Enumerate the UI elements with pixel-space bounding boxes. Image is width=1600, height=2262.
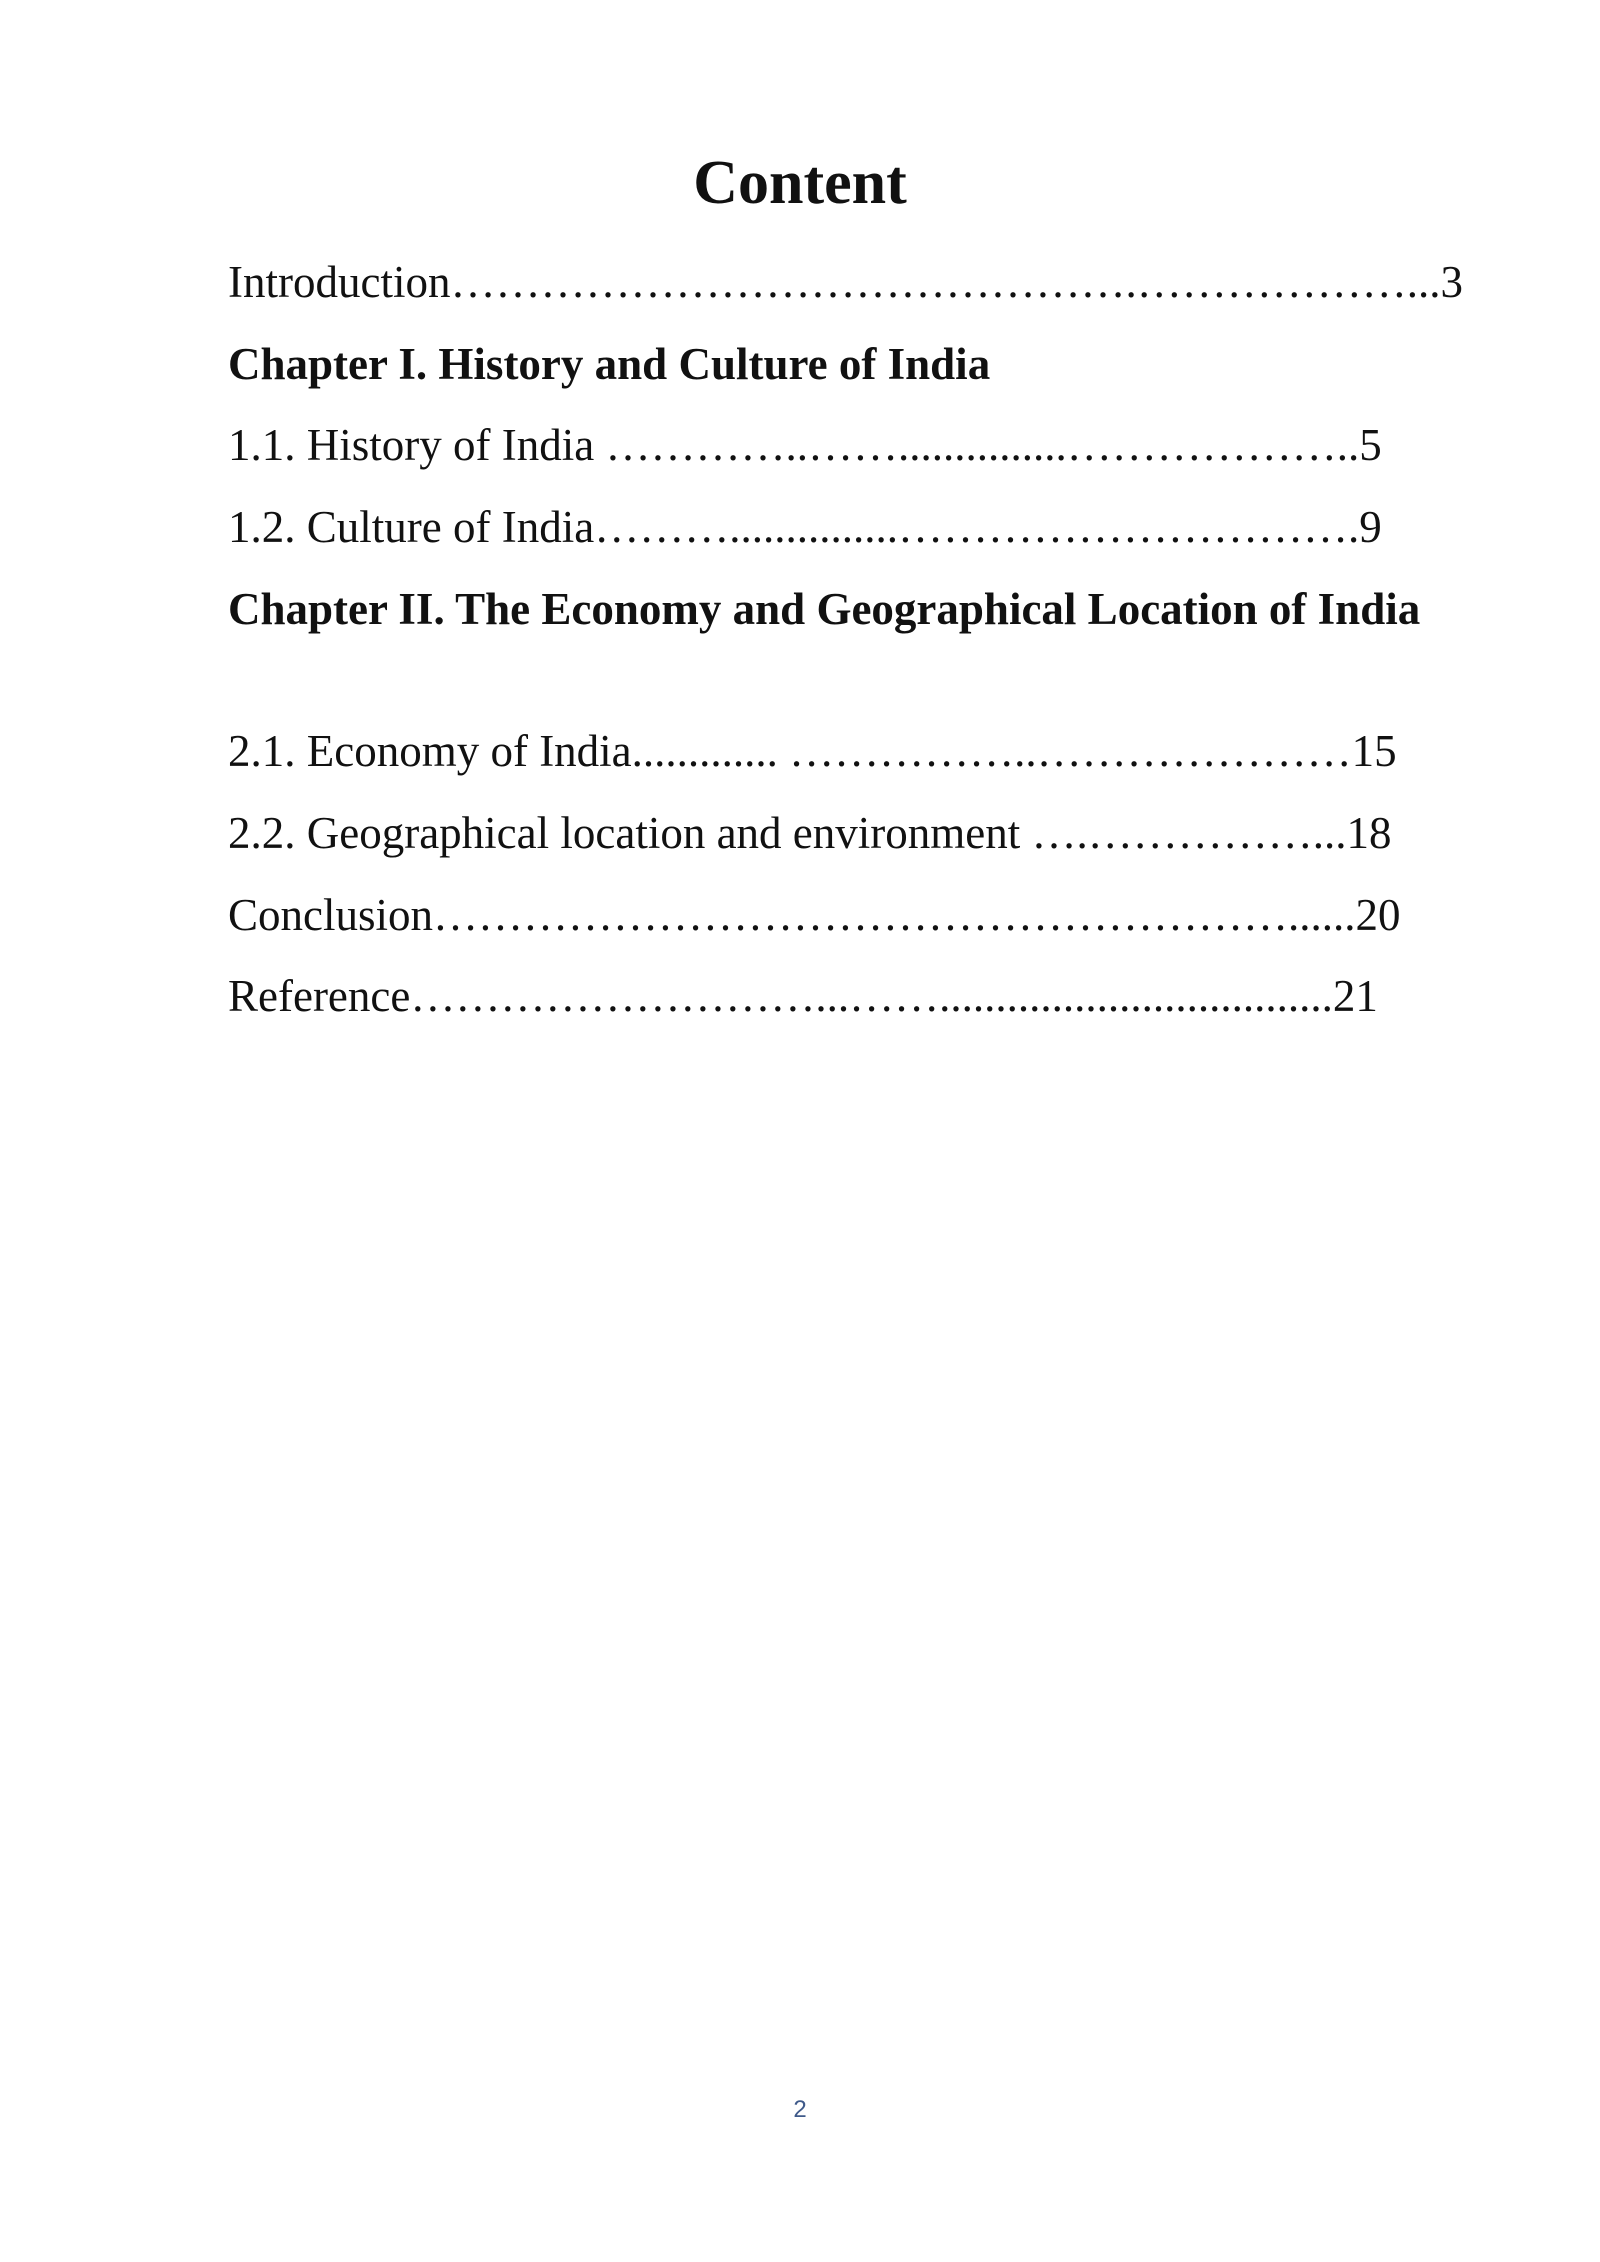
toc-entry-label: 2.2. Geographical location and environment [228, 808, 1032, 858]
toc-leader-dots: ….……………... [1031, 808, 1347, 858]
toc-chapter-1-heading[interactable] [228, 334, 1458, 394]
toc-entry-label: Chapter I. History and Culture of India [228, 339, 991, 389]
toc-entry-label: 1.2. Culture of India [228, 502, 595, 552]
toc-entry-economy-of-india[interactable] [228, 721, 1397, 781]
toc-page-number: 18 [1346, 808, 1392, 858]
toc-entry-geographical-location[interactable] [228, 803, 1392, 863]
toc-leader-dots: ………...............………………………… [594, 502, 1348, 552]
toc-entry-label: Introduction [228, 257, 451, 307]
toc-entry-label: Chapter II. The Economy and Geographical Location of India [228, 584, 1421, 634]
toc-entry-label: Conclusion [228, 890, 434, 940]
toc-chapter-2-heading[interactable] [228, 579, 1458, 639]
toc-page-number: 20 [1355, 890, 1401, 940]
toc-entry-label: 1.1. History of India [228, 420, 606, 470]
toc-page-number: 15 [1351, 726, 1397, 776]
toc-leader-dots: …………..……...............……………….. [605, 420, 1360, 470]
toc-entry-culture-of-india[interactable] [228, 497, 1382, 557]
toc-page-number: 21 [1332, 971, 1378, 1021]
toc-entry-label: Reference [228, 971, 411, 1021]
toc-leader-dots: ………………………...……................................... [410, 971, 1333, 1021]
toc-entry-conclusion[interactable] [228, 885, 1401, 945]
toc-leader-dots: ............. ……………..………………… [631, 726, 1352, 776]
toc-entry-history-of-india[interactable] [228, 415, 1382, 475]
toc-leader-dots: ……………………………………….………………... [450, 257, 1441, 307]
toc-page-number: 5 [1359, 420, 1382, 470]
toc-page-number: 3 [1440, 257, 1463, 307]
toc-entry-reference[interactable] [228, 966, 1378, 1026]
toc-leader-dots: …………………………………………………...... [433, 890, 1356, 940]
page-title: Content [693, 149, 907, 217]
page-number: 2 [793, 2096, 807, 2123]
toc-entry-label: 2.1. Economy of India [228, 726, 632, 776]
toc-entry-introduction[interactable] [228, 252, 1463, 312]
toc-page-number: .9 [1347, 502, 1382, 552]
